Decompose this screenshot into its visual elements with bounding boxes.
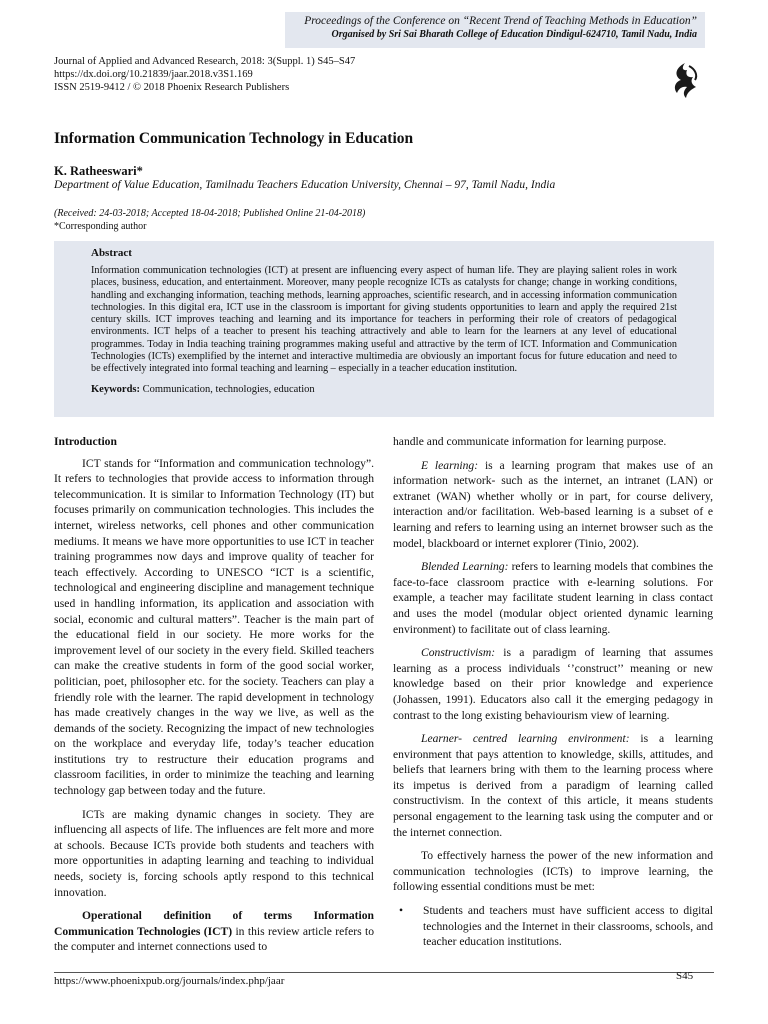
paragraph bbox=[393, 645, 713, 723]
journal-meta bbox=[54, 55, 355, 94]
page-number: S45 bbox=[676, 970, 694, 982]
phoenix-publisher-logo-icon bbox=[665, 60, 705, 100]
term-text: is a learning program that makes use of an information network- such as the internet, an intranet (LAN) or extranet (WAN) whether wholly or in part, for course delivery, interaction and/or facilitation. Web-based learning is a subset of e learning and refers to learning using an internet browser such as the model, blackboard or internet explorer (Tinio, 2002). bbox=[393, 458, 713, 550]
section-heading-introduction: Introduction bbox=[54, 435, 117, 448]
term-e-learning: E learning: bbox=[421, 458, 479, 472]
keywords-list: Communication, technologies, education bbox=[140, 383, 315, 395]
journal-doi[interactable]: https://dx.doi.org/10.21839/jaar.2018.v3S1.169 bbox=[54, 69, 253, 80]
definition-term: Operational definition of terms Information Communication Technologies (ICT) bbox=[54, 909, 374, 938]
abstract-text: Information communication technologies (ICT) at present are influencing every aspect of human life. They are playing salient roles in work places, business, education, and entertainment. Moreover, many people recognize ICTs as catalysts for change; change in working conditions, handling and exchanging information, teaching methods, learning approaches, scientific research, and in accessing information communication technologies. In this digital era, ICT use in the classroom is important for giving students opportunities to learn and apply the required 21st century skills. ICT improves teaching and learning and its importance for teachers in performing their role of creators of pedagogical environments. ICT helps of a teacher to present his teaching attractively and able to learn for the learners at any level of educational programmes. Today in India teaching training programmes making useful and attractive by the term of ICT. Information and Communication Technologies (ICTs) exemplified by the internet and interactive multimedia are obviously an important focus for future education and need to be effectively integrated into formal teaching and learning – especially in a teacher education institution. bbox=[91, 265, 677, 375]
conference-title: Proceedings of the Conference on “Recent Trend of Teaching Methods in Education” bbox=[304, 15, 697, 27]
right-column bbox=[393, 434, 713, 950]
paragraph: To effectively harness the power of the new information and communication technologies (ICTs) to improve learning, the following essential conditions must be met: bbox=[393, 849, 713, 894]
term-constructivism: Constructivism: bbox=[421, 646, 496, 660]
paragraph: ICT stands for “Information and communication technology”. It refers to technologies that provide access to information through telecommunication. It is similar to Information Technology (IT) but focuses primarily on communication technologies. This includes the internet, wireless networks, cell phones and other communication mediums. It means we have more opportunities to use ICT in teacher training programmes now days and improve quality of teacher for teach effectively. According to UNESCO “ICT is a scientific, technological and engineering discipline and management technique used in handling information, its application and association with social, economic and cultural matters”. Teacher is the main part of the educational field in our society. He more works for the improvement level of our society in the every field. Skilled teachers can make the creative students in form of the good social worker, politician, poet, philosopher etc. for the society. Teachers can play a friendly role with the learner. The rapid development in technology has made creatively changes in the way we live, as well as the demands of the society. Recognizing the impact of new technologies on the workplace and everyday life, today’s teacher education institutions try to restructure their education programs and classroom facilities, in order to minimize the teaching and learning technology gap between today and the future. bbox=[54, 456, 374, 798]
article-author: K. Ratheeswari* bbox=[54, 164, 143, 178]
footer-url[interactable]: https://www.phoenixpub.org/journals/index.php/jaar bbox=[54, 975, 285, 987]
term-learner-centred: Learner- centred learning environment: bbox=[421, 732, 630, 746]
list-item bbox=[393, 903, 713, 950]
article-title: Information Communication Technology in Education bbox=[54, 130, 414, 147]
article-dates: (Received: 24-03-2018; Accepted 18-04-2018; Published Online 21-04-2018) bbox=[54, 208, 366, 219]
author-affiliation: Department of Value Education, Tamilnadu Teachers Education University, Chennai – 97, Tamil Nadu, India bbox=[54, 179, 556, 191]
abstract-heading: Abstract bbox=[91, 247, 132, 259]
paragraph bbox=[393, 731, 713, 840]
corresponding-author-note: *Corresponding author bbox=[54, 221, 147, 232]
term-blended-learning: Blended Learning: bbox=[421, 560, 509, 574]
term-text: is a learning environment that pays attention to knowledge, skills, attitudes, and beliefs that learners bring with them to the learning process where its impetus is derived from a paradigm of learning called constructivism. In the context of this article, it means students personal engagement to the learning task using the computer and or the internet connection. bbox=[393, 732, 713, 839]
conference-organiser: Organised by Sri Sai Bharath College of Education Dindigul-624710, Tamil Nadu, India bbox=[331, 29, 697, 40]
paragraph: handle and communicate information for learning purpose. bbox=[393, 435, 667, 448]
term-text: is a paradigm of learning that assumes learning as a process individuals ‘’construct’’ meaning or new knowledge based on their prior knowledge and experience (Johassen, 1991). Educators also call it the emerging pedagogy in contrast to the long existing behaviourism view of learning. bbox=[393, 646, 713, 722]
conference-banner bbox=[285, 12, 705, 48]
keywords bbox=[91, 384, 677, 395]
definition-text: in this review article refers to the computer and internet connections used to bbox=[54, 924, 374, 954]
keywords-label: Keywords: bbox=[91, 383, 140, 395]
list-item-text: Students and teachers must have sufficient access to digital technologies and the Internet in their classrooms, schools, and teacher education institutions. bbox=[423, 904, 713, 949]
footer-divider bbox=[54, 972, 714, 973]
paragraph bbox=[393, 458, 713, 552]
journal-issn: ISSN 2519-9412 / © 2018 Phoenix Research Publishers bbox=[54, 82, 290, 93]
paragraph: ICTs are making dynamic changes in society. They are influencing all aspects of life. The influences are felt more and more at schools. Because ICTs provide both students and teachers with more opportunities in adapting learning and teaching to individual needs, society is, forcing schools aptly respond to this technical innovation. bbox=[54, 807, 374, 899]
paragraph bbox=[393, 559, 713, 637]
journal-citation: Journal of Applied and Advanced Research, 2018: 3(Suppl. 1) S45–S47 bbox=[54, 56, 356, 67]
paragraph bbox=[54, 908, 374, 955]
left-column bbox=[54, 434, 374, 963]
abstract-box bbox=[54, 241, 714, 417]
term-text: refers to learning models that combines the face-to-face classroom practice with e-learning solutions. For example, a teacher may facilitate student learning in class contact and uses the model (modular object oriented dynamic learning environment) to facilitate out of class learning. bbox=[393, 560, 714, 636]
bullet-icon: • bbox=[399, 904, 404, 918]
